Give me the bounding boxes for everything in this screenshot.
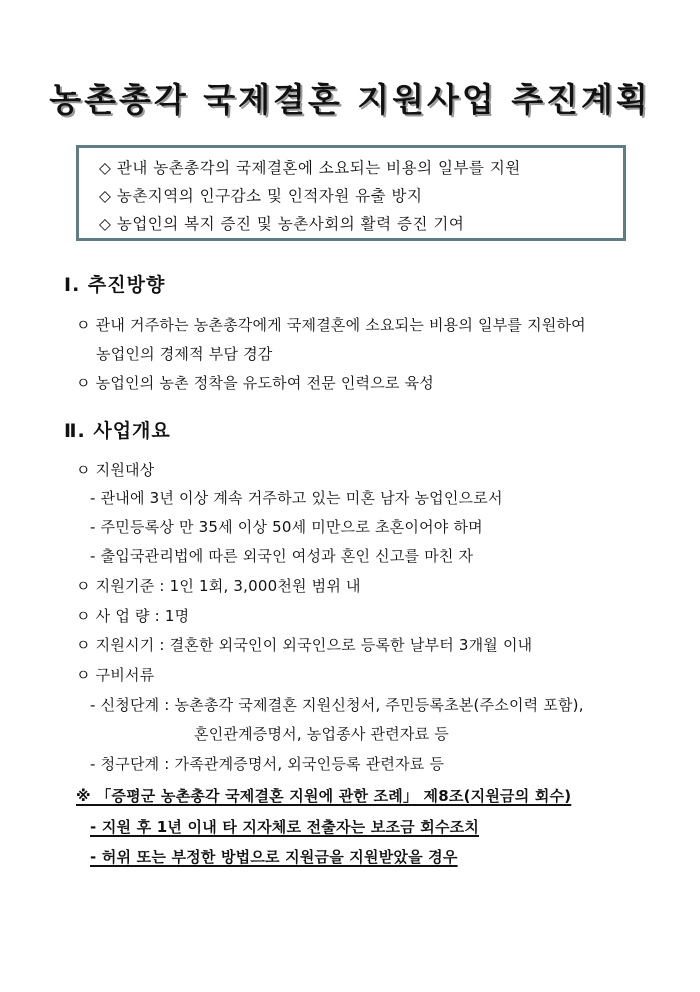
overview-subitem: - 출입국관리법에 따른 외국인 여성과 혼인 신고를 마친 자 [90,547,474,565]
overview-subitem: - 신청단계 : 농촌총각 국제결혼 지원신청서, 주민등록초본(주소이력 포함), [90,696,584,714]
overview-item: ㅇ 구비서류 [76,666,155,684]
overview-subitem-continued: 혼인관계증명서, 농업종사 관련자료 등 [194,725,449,743]
purpose-item: ◇ 농촌지역의 인구감소 및 인적자원 유출 방지 [99,187,423,205]
direction-item: ㅇ 농업인의 농촌 정착을 유도하여 전문 인력으로 육성 [76,374,434,392]
overview-item: ㅇ 지원기준 : 1인 1회, 3,000천원 범위 내 [76,577,361,595]
page-title: 농촌총각 국제결혼 지원사업 추진계획 [49,80,651,119]
recovery-condition: - 지원 후 1년 이내 타 지자체로 전출자는 보조금 회수조치 [90,818,480,836]
purpose-item: ◇ 관내 농촌총각의 국제결혼에 소요되는 비용의 일부를 지원 [99,159,521,177]
overview-item: ㅇ 지원대상 [76,461,155,479]
overview-subitem: - 주민등록상 만 35세 이상 50세 미만으로 초혼이어야 하며 [90,518,483,536]
overview-subitem: - 청구단계 : 가족관계증명서, 외국인등록 관련자료 등 [90,755,445,773]
ordinance-note: ※ 「증평군 농촌총각 국제결혼 지원에 관한 조례」 제8조(지원금의 회수) [76,787,572,805]
section-heading-direction: Ⅰ. 추진방향 [64,274,166,296]
overview-subitem: - 관내에 3년 이상 계속 거주하고 있는 미혼 남자 농업인으로서 [90,489,503,507]
purpose-box [76,145,626,241]
purpose-item: ◇ 농업인의 복지 증진 및 농촌사회의 활력 증진 기여 [99,215,465,233]
overview-item: ㅇ 지원시기 : 결혼한 외국인이 외국인으로 등록한 날부터 3개월 이내 [76,636,533,654]
direction-item-continued: 농업인의 경제적 부담 경감 [96,345,273,363]
recovery-condition: - 허위 또는 부정한 방법으로 지원금을 지원받았을 경우 [90,848,458,866]
overview-item: ㅇ 사 업 량 : 1명 [76,607,190,625]
section-heading-overview: Ⅱ. 사업개요 [64,420,171,442]
direction-item: ㅇ 관내 거주하는 농촌총각에게 국제결혼에 소요되는 비용의 일부를 지원하여 [76,316,586,334]
